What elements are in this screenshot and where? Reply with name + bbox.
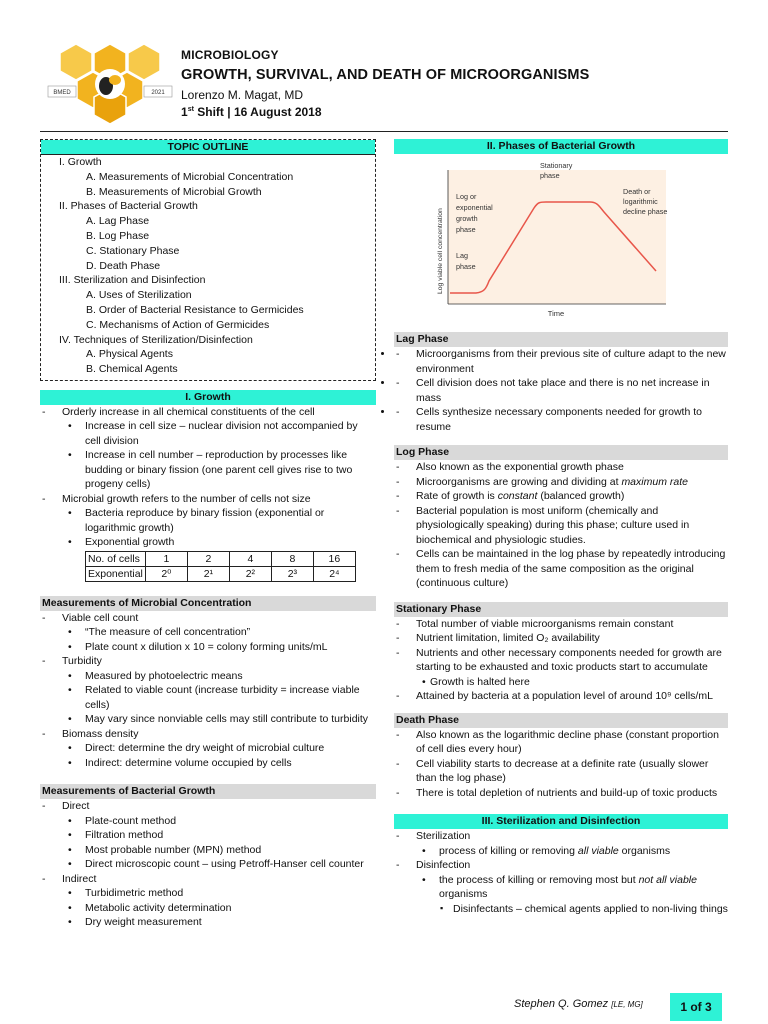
table-cell: 2³ [271, 566, 313, 581]
outline-item: C. Mechanisms of Action of Germicides [86, 318, 270, 331]
list-item: - There is total depletion of nutrients and build-up of toxic products [394, 786, 728, 800]
section-title-growth: I. Growth [40, 390, 376, 405]
bmed-logo [44, 42, 176, 124]
table-cell: 2² [229, 566, 271, 581]
list-item: • Exponential growth [40, 535, 376, 549]
list-item: - Biomass density [40, 727, 376, 741]
section-title-sterilization: III. Sterilization and Disinfection [394, 814, 728, 829]
list-item: • Increase in cell size – nuclear division not accompanied by cell division [40, 419, 376, 448]
list-item: - Attained by bacteria at a population level of around 10⁹ cells/mL [394, 689, 728, 703]
outline-item: A. Lag Phase [86, 215, 150, 228]
list-item: - Also known as the logarithmic decline phase (constant proportion of cell dies every hour) [394, 728, 728, 757]
list-item: • Related to viable count (increase turbidity = increase viable cells) [40, 683, 376, 712]
list-item: • Indirect: determine volume occupied by cells [40, 756, 376, 770]
outline-item: B. Order of Bacterial Resistance to Germicides [86, 303, 304, 316]
label-log: Log or exponential growth phase [456, 192, 493, 234]
table-row [86, 566, 356, 581]
table-cell: 8 [271, 551, 313, 566]
list-item: • Increase in cell number – reproduction by processes like budding or binary fission (one parent cell gives rise to two progeny cells) [40, 448, 376, 491]
list-item: • Direct microscopic count – using Petroff-Hanser cell counter [40, 857, 376, 871]
section-title-death: Death Phase [394, 713, 728, 728]
list-item: - • Cells synthesize necessary components needed for growth to resume [394, 405, 728, 434]
table-cell: 2¹ [187, 566, 229, 581]
list-item: - Indirect [40, 872, 376, 886]
logo-text-right: 2021 [151, 90, 165, 96]
footer-author: Stephen Q. Gomez [LE, MG] [514, 998, 643, 1010]
outline-item: A. Physical Agents [86, 348, 173, 361]
list-item: • Bacteria reproduce by binary fission (exponential or logarithmic growth) [40, 506, 376, 535]
list-item: - Cell viability starts to decrease at a definite rate (usually slower than the log phase) [394, 757, 728, 786]
label-death: Death or logarithmic decline phase [623, 187, 668, 216]
list-item: - Sterilization [394, 829, 728, 843]
topic-outline-title: TOPIC OUTLINE [41, 140, 375, 155]
outline-item: B. Log Phase [86, 229, 150, 242]
section-growth [40, 390, 376, 582]
outline-item: C. Stationary Phase [86, 244, 180, 257]
list-item: - Orderly increase in all chemical constituents of the cell [40, 405, 376, 419]
section-title-lag: Lag Phase [394, 332, 728, 347]
outline-item: I. Growth [59, 156, 102, 168]
header-divider [40, 131, 728, 132]
table-cell: Exponential [86, 566, 146, 581]
list-item: - Nutrient limitation, limited O₂ availability [394, 631, 728, 645]
list-item: • Growth is halted here [394, 675, 728, 689]
outline-item: A. Measurements of Microbial Concentration [86, 170, 294, 183]
document-header [181, 47, 741, 121]
table-cell: 2⁴ [313, 566, 355, 581]
list-item: • Plate-count method [40, 814, 376, 828]
section-death [394, 713, 728, 800]
table-cell: No. of cells [86, 551, 146, 566]
table-cell: 4 [229, 551, 271, 566]
section-stationary [394, 602, 728, 704]
page-number: 1 of 3 [670, 993, 722, 1021]
outline-item: D. Death Phase [86, 259, 161, 272]
section-log [394, 445, 728, 590]
course-name: MICROBIOLOGY [181, 48, 279, 62]
list-item: - Direct [40, 799, 376, 813]
list-item: - Rate of growth is constant (balanced growth) [394, 489, 728, 503]
section-title-stationary: Stationary Phase [394, 602, 728, 617]
exponential-table [85, 551, 356, 582]
section-title-bacterial-growth: Measurements of Bacterial Growth [40, 784, 376, 799]
x-axis-label: Time [547, 309, 565, 318]
outline-item: III. Sterilization and Disinfection [59, 274, 206, 287]
list-item: • Plate count x dilution x 10 = colony forming units/mL [40, 640, 376, 654]
lecturer-name: Lorenzo M. Magat, MD [181, 87, 304, 102]
document-title: GROWTH, SURVIVAL, AND DEATH OF MICROORGANISMS [181, 66, 590, 83]
label-stationary: Stationary phase [540, 161, 573, 180]
list-item: • process of killing or removing all viable organisms [394, 844, 728, 858]
section-title-concentration: Measurements of Microbial Concentration [40, 596, 376, 611]
list-item: ▪ Disinfectants – chemical agents applied to non-living things [394, 902, 728, 916]
list-item: - Cells can be maintained in the log phase by repeatedly introducing them to fresh media of the same composition as the original (continuous culture) [394, 547, 728, 590]
list-item: - Disinfection [394, 858, 728, 872]
section-concentration [40, 596, 376, 770]
list-item: • May vary since nonviable cells may still contribute to turbidity [40, 712, 376, 726]
list-item: - • Cell division does not take place and there is no net increase in mass [394, 376, 728, 405]
list-item: - Also known as the exponential growth phase [394, 460, 728, 474]
section-bacterial-growth [40, 784, 376, 929]
outline-item: IV. Techniques of Sterilization/Disinfection [59, 333, 253, 346]
shift-date: 1st Shift | 16 August 2018 [181, 105, 322, 120]
table-row [86, 551, 356, 566]
outline-item: A. Uses of Sterilization [86, 289, 192, 302]
growth-curve-figure [394, 156, 728, 322]
list-item: - Viable cell count [40, 611, 376, 625]
right-column [394, 139, 728, 916]
table-cell: 2⁰ [145, 566, 187, 581]
logo-text-left: BMED [53, 90, 71, 96]
list-item: • Most probable number (MPN) method [40, 843, 376, 857]
outline-item: B. Measurements of Microbial Growth [86, 185, 262, 198]
table-cell: 2 [187, 551, 229, 566]
left-column [40, 139, 376, 929]
outline-item: II. Phases of Bacterial Growth [59, 200, 198, 213]
list-item: • “The measure of cell concentration” [40, 625, 376, 639]
section-sterilization [394, 814, 728, 916]
topic-outline [40, 139, 376, 381]
table-cell: 16 [313, 551, 355, 566]
list-item: • Dry weight measurement [40, 915, 376, 929]
section-title-phases: II. Phases of Bacterial Growth [394, 139, 728, 154]
list-item: • the process of killing or removing most but not all viable organisms [394, 873, 728, 902]
list-item: - Nutrients and other necessary components needed for growth are starting to be exhausted and toxic products start to accumulate [394, 646, 728, 675]
list-item: • Filtration method [40, 828, 376, 842]
list-item: - Total number of viable microorganisms remain constant [394, 617, 728, 631]
table-cell: 1 [145, 551, 187, 566]
section-lag [394, 332, 728, 434]
list-item: • Turbidimetric method [40, 886, 376, 900]
list-item: • Measured by photoelectric means [40, 669, 376, 683]
list-item: - Bacterial population is most uniform (chemically and physiologically speaking) during this phase; culture used in biochemical and physiologic studies. [394, 504, 728, 547]
list-item: • Direct: determine the dry weight of microbial culture [40, 741, 376, 755]
list-item: • Metabolic activity determination [40, 901, 376, 915]
list-item: - • Microorganisms from their previous site of culture adapt to the new environment [394, 347, 728, 376]
list-item: - Microorganisms are growing and dividing at maximum rate [394, 475, 728, 489]
list-item: - Microbial growth refers to the number of cells not size [40, 492, 376, 506]
y-axis-label: Log viable cell concentration [437, 208, 444, 294]
list-item: - Turbidity [40, 654, 376, 668]
outline-item: B. Chemical Agents [86, 363, 178, 376]
label-lag: Lag phase [456, 251, 476, 271]
section-title-log: Log Phase [394, 445, 728, 460]
